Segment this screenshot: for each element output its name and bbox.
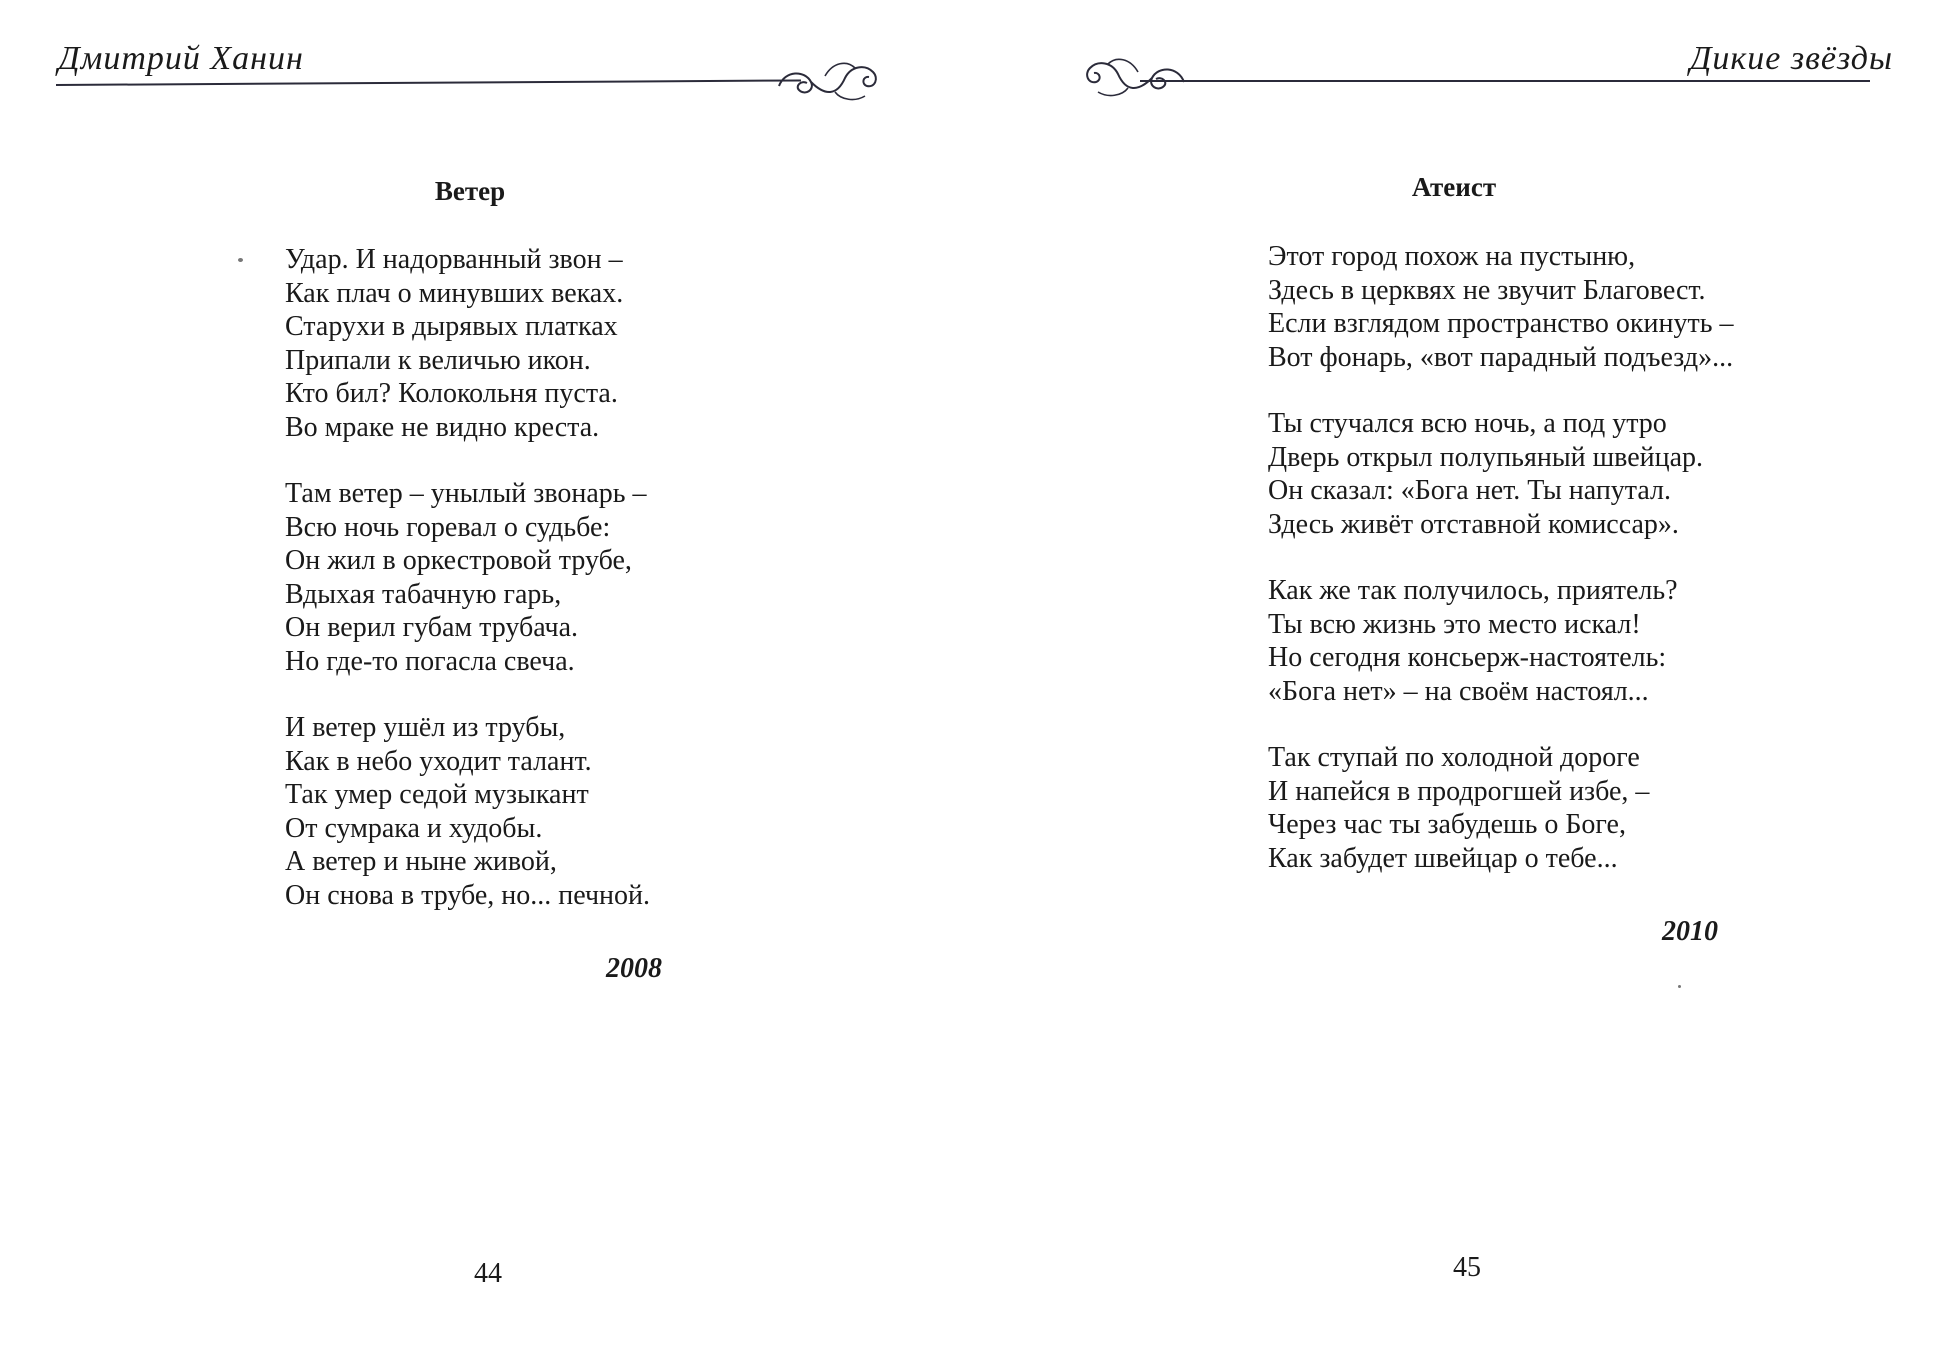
poem-line: Дверь открыл полупьяный швейцар. xyxy=(1268,441,1704,473)
stanza xyxy=(1268,574,1734,708)
left-page xyxy=(0,0,978,1369)
page-number: 44 xyxy=(474,1258,502,1289)
header-rule xyxy=(56,79,801,86)
stanza xyxy=(285,477,650,678)
stanza xyxy=(285,243,650,444)
header-rule xyxy=(1140,80,1870,82)
poem-line: Там ветер – унылый звонарь – xyxy=(285,478,647,509)
scan-speck xyxy=(238,258,243,262)
poem-line: И ветер ушёл из трубы, xyxy=(285,712,566,743)
scan-speck xyxy=(1678,985,1681,988)
poem-line: А ветер и ныне живой, xyxy=(285,846,557,877)
stanza xyxy=(1268,741,1734,875)
poem-line: «Бога нет» – на своём настоял... xyxy=(1268,675,1649,707)
poem-year: 2008 xyxy=(606,953,662,984)
poem-line: Вдыхая табачную гарь, xyxy=(285,578,562,610)
flourish-ornament-icon xyxy=(1078,52,1188,102)
stanza xyxy=(285,711,650,912)
running-head-book-title: Дикие звёзды xyxy=(1689,40,1893,77)
poem-line: Он жил в оркестровой трубе, xyxy=(285,545,632,576)
page-number: 45 xyxy=(1453,1252,1481,1283)
poem-line: Ты всю жизнь это место искал! xyxy=(1268,608,1641,640)
stanza xyxy=(1268,240,1734,374)
poem-line: Этот город похож на пустыню, xyxy=(1268,241,1636,272)
poem-line: Так умер седой музыкант xyxy=(285,779,589,810)
poem-title: Атеист xyxy=(1411,172,1497,202)
poem-line: Через час ты забудешь о Боге, xyxy=(1268,809,1626,840)
poem-line: Как забудет швейцар о тебе... xyxy=(1268,842,1618,874)
poem-line: Удар. И надорванный звон – xyxy=(285,244,623,275)
poem-line: Он верил губам трубача. xyxy=(285,612,579,643)
stanza xyxy=(1268,407,1734,541)
poem-line: Всю ночь горевал о судьбе: xyxy=(285,511,611,543)
poem-line: Как же так получилось, приятель? xyxy=(1268,575,1678,606)
poem-line: Он сказал: «Бога нет. Ты напутал. xyxy=(1268,475,1672,506)
poem-year: 2010 xyxy=(1662,916,1718,947)
poem-line: Как в небо уходит талант. xyxy=(285,745,592,777)
poem-line: Если взглядом пространство окинуть – xyxy=(1268,308,1734,339)
poem-body xyxy=(285,243,650,912)
right-page xyxy=(978,0,1957,1369)
poem-line: Так ступай по холодной дороге xyxy=(1268,742,1640,773)
poem-title: Ветер xyxy=(434,176,506,206)
poem-line: От сумрака и худобы. xyxy=(285,812,543,844)
poem-line: Но сегодня консьерж-настоятель: xyxy=(1268,642,1667,673)
poem-line: Припали к величью икон. xyxy=(285,344,591,376)
poem-line: Ты стучался всю ночь, а под утро xyxy=(1268,408,1667,439)
poem-body xyxy=(1268,240,1734,875)
poem-line: Здесь в церквях не звучит Благовест. xyxy=(1268,274,1706,306)
flourish-ornament-icon xyxy=(775,56,885,106)
poem-line: Кто бил? Колокольня пуста. xyxy=(285,378,618,409)
poem-line: Вот фонарь, «вот парадный подъезд»... xyxy=(1268,341,1734,373)
running-head-author: Дмитрий Ханин xyxy=(58,40,304,77)
poem-line: Здесь живёт отставной комиссар». xyxy=(1268,508,1679,540)
poem-line: Но где-то погасла свеча. xyxy=(285,645,575,677)
poem-line: И напейся в продрогшей избе, – xyxy=(1268,775,1650,807)
poem-line: Во мраке не видно креста. xyxy=(285,411,600,443)
poem-line: Он снова в трубе, но... печной. xyxy=(285,879,651,911)
poem-line: Старухи в дырявых платках xyxy=(285,311,618,342)
poem-line: Как плач о минувших веках. xyxy=(285,277,624,309)
